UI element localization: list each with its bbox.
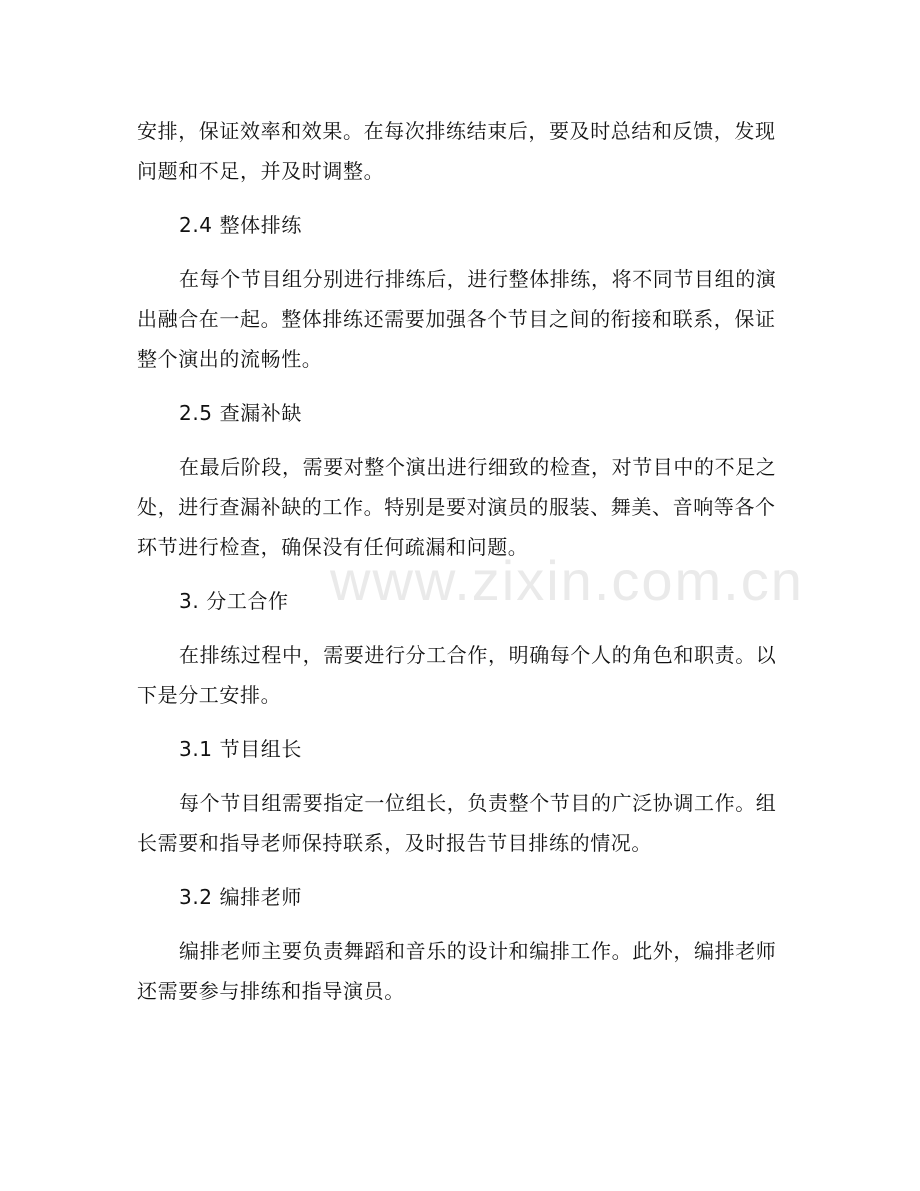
section-body-3-2: 编排老师主要负责舞蹈和音乐的设计和编排工作。此外，编排老师还需要参与排练和指导演员。 — [137, 939, 777, 1003]
section-heading-2-4: 2.4 整体排练 — [179, 213, 302, 237]
section-heading-2-5: 2.5 查漏补缺 — [179, 401, 302, 425]
section-body-3: 在排练过程中，需要进行分工合作，明确每个人的角色和职责。以下是分工安排。 — [137, 643, 777, 707]
intro-continuation-paragraph: 安排，保证效率和效果。在每次排练结束后，要及时总结和反馈，发现问题和不足，并及时调整。 — [137, 119, 776, 183]
document-body — [137, 111, 777, 1011]
section-heading-3-2: 3.2 编排老师 — [179, 885, 302, 909]
watermark: www.zixin.com.cn — [330, 549, 804, 612]
section-heading-3: 3. 分工合作 — [179, 589, 289, 613]
section-body-2-4: 在每个节目组分别进行排练后，进行整体排练，将不同节目组的演出融合在一起。整体排练还需要加强各个节目之间的衔接和联系，保证整个演出的流畅性。 — [137, 267, 777, 371]
section-body-3-1: 每个节目组需要指定一位组长，负责整个节目的广泛协调工作。组长需要和指导老师保持联系，及时报告节目排练的情况。 — [137, 791, 777, 855]
section-body-2-5: 在最后阶段，需要对整个演出进行细致的检查，对节目中的不足之处，进行查漏补缺的工作。特别是要对演员的服装、舞美、音响等各个环节进行检查，确保没有任何疏漏和问题。 — [137, 455, 777, 559]
section-heading-3-1: 3.1 节目组长 — [179, 737, 302, 761]
